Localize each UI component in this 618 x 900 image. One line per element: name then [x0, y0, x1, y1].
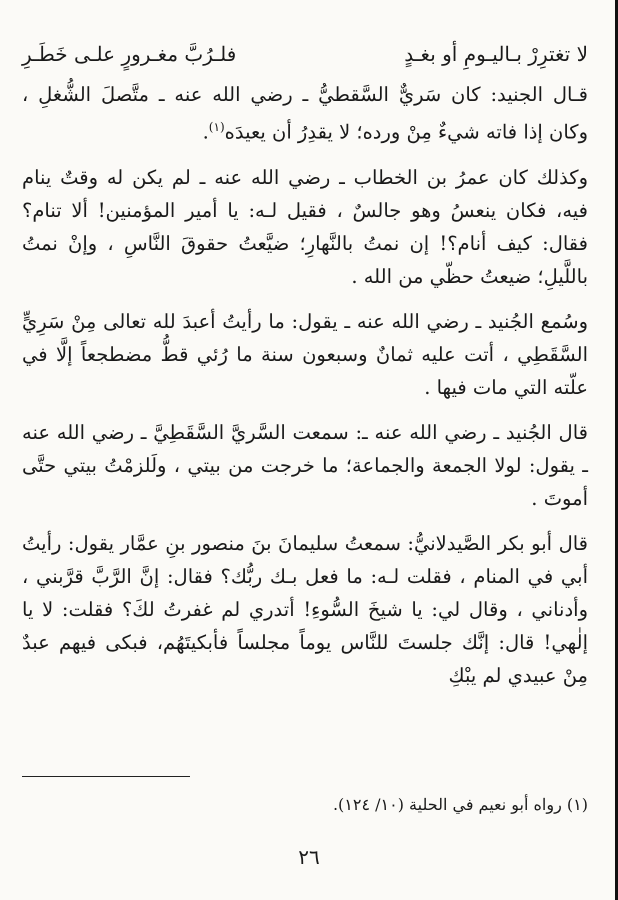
paragraph-friday-prayer: قال الجُنيد ـ رضي الله عنه ـ: سمعت السَّريَّ السَّقَطِيَّ ـ رضي الله عنه ـ يقول: لولا الجمعة والجماعة؛ ما خرجت من بيتي ، ولَلزمْتُ بيتي حتَّى أموتَ .: [22, 420, 588, 510]
paragraph-junayd-worship: وسُمع الجُنيد ـ رضي الله عنه ـ يقول: ما رأيتُ أعبدَ لله تعالى مِنْ سَرِيٍّ السَّقَطِي ، أتت عليه ثمانٌ وسبعون سنة ما رُئي قطُّ مضطجعاً إلَّا في علّته التي مات فيها .: [22, 309, 588, 399]
paragraph-umar: وكذلك كان عمرُ بن الخطاب ـ رضي الله عنه ـ لم يكن له وقتٌ ينام فيه، فكان ينعسُ وهو جالسٌ ، فقيل لـه: يا أمير المؤمنين! ألا تنام؟ فقال: كيف أنام؟! إن نمتُ بالنَّهارِ؛ ضيَّعتُ حقوقَ النَّاسِ ، وإنْ نمتُ باللَّيلِ؛ ضيعتُ حظّي من الله .: [22, 165, 588, 288]
verse-first-hemistich: لا تغترِرْ بـاليـومِ أو بغـدٍ: [404, 42, 588, 66]
poetry-verse: [22, 38, 588, 70]
footnote-divider: [22, 776, 190, 777]
document-page: [22, 38, 588, 878]
footnote: (١) رواه أبو نعيم في الحلية (١٠/ ١٢٤).: [332, 795, 588, 814]
page-number: ٢٦: [298, 845, 320, 869]
verse-second-hemistich: فلـرُبَّ مغـرورٍ علـى خَطَـرِ: [22, 42, 237, 66]
paragraph-text: قـال الجنيد: كان سَريٌّ السَّقطيُّ ـ رضي الله عنه ـ متَّصلَ الشُّغلِ ، وكان إذا فاته شيءٌ مِنْ ورده؛ لا يقدِرُ أن يعيدَه: [22, 83, 588, 144]
paragraph-junayd-sari: قـال الجنيد: كان سَريٌّ السَّقطيُّ ـ رضي الله عنه ـ متَّصلَ الشُّغلِ ، وكان إذا فاته شيءٌ مِنْ ورده؛ لا يقدِرُ أن يعيدَه$^{(١)}$.: [22, 83, 588, 144]
footnote-reference: (١): [208, 120, 225, 134]
paragraph-dream: قال أبو بكر الصَّيدلانيُّ: سمعتُ سليمانَ بنَ منصور بنِ عمَّار يقول: رأيتُ أبي في المنام ، فقلت لـه: ما فعل بـك ربُّك؟ فقال: إنَّ الرَّبَّ قرَّبني ، وأدناني ، وقال لي: يا شيخَ السُّوءِ! أتدري لم غفرتُ لكَ؟ فقلت: لا يا إلٰهي! قال: إنَّك جلستَ للنَّاس يوماً مجلساً فأبكيتَهُم، فبكى فيهم عبدٌ مِنْ عبيدي لم يبْكِ: [22, 531, 588, 687]
